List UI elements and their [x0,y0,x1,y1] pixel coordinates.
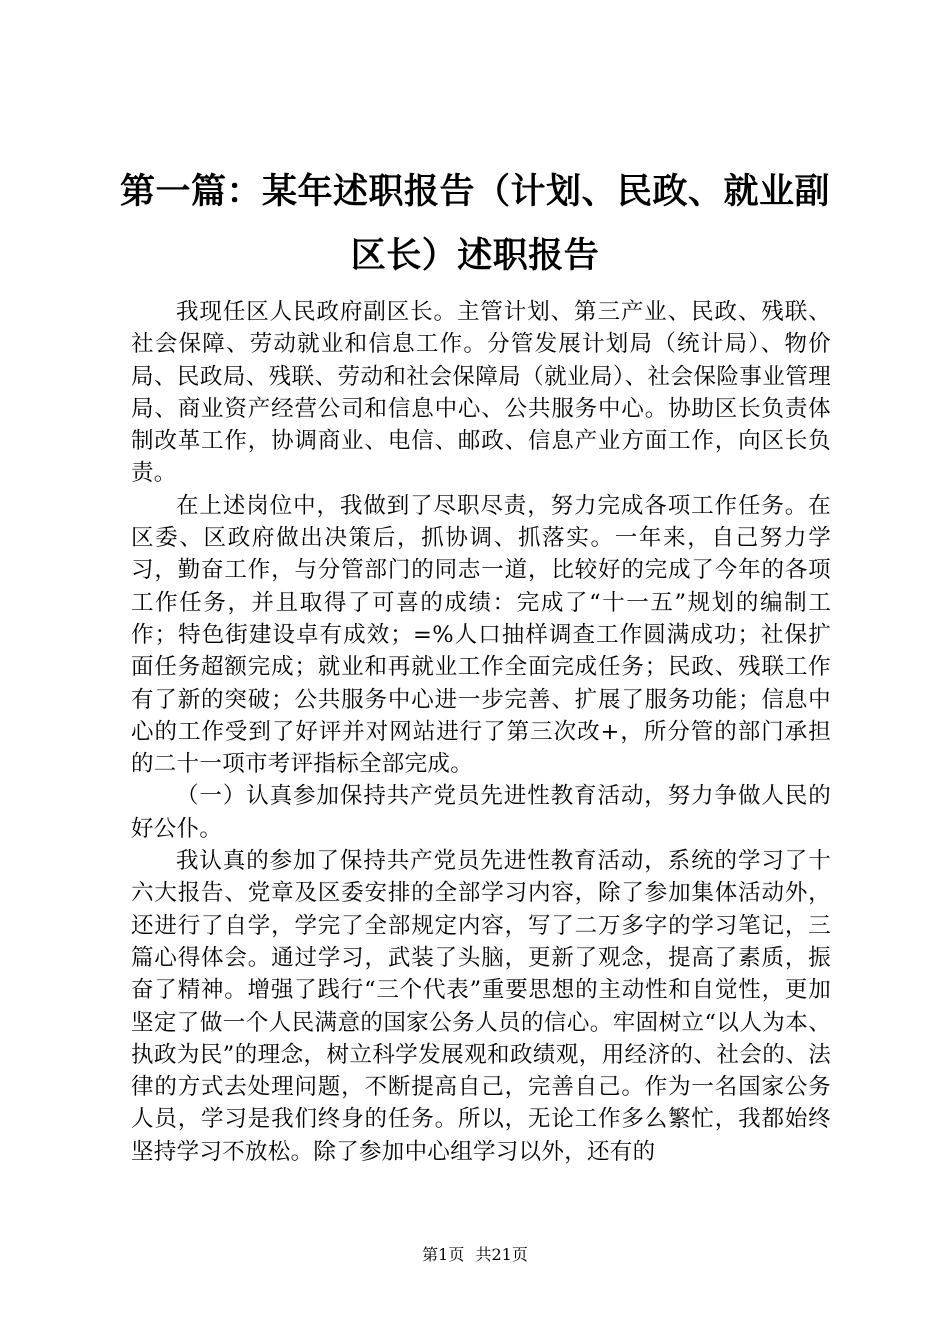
document-body [131,296,831,1168]
page-number: 第1页 [422,1245,465,1264]
paragraph: 我现任区人民政府副区长。主管计划、第三产业、民政、残联、社会保障、劳动就业和信息工作。分管发展计划局（统计局）、物价局、民政局、残联、劳动和社会保障局（就业局）、社会保险事业管理局、商业资产经营公司和信息中心、公共服务中心。协助区长负责体制改革工作，协调商业、电信、邮政、信息产业方面工作，向区长负责。 [131,299,831,487]
page-footer [0,1244,950,1266]
document-title: 第一篇：某年述职报告（计划、民政、就业副区长）述职报告 [119,171,830,276]
page-total: 共21页 [475,1245,528,1264]
paragraph: 在上述岗位中，我做到了尽职尽责，努力完成各项工作任务。在区委、区政府做出决策后，抓协调、抓落实。一年来，自己努力学习，勤奋工作，与分管部门的同志一道，比较好的完成了今年的各项工作任务，并且取得了可喜的成绩：完成了“十一五”规划的编制工作；特色街建设卓有成效；=%人口抽样调查工作圆满成功；社保扩面任务超额完成；就业和再就业工作全面完成任务；民政、残联工作有了新的突破；公共服务中心进一步完善、扩展了服务功能；信息中心的工作受到了好评并对网站进行了第三次改+，所分管的部门承担的二十一项市考评指标全部完成。 [131,492,831,778]
section-heading: （一）认真参加保持共产党员先进性教育活动，努力争做人民的好公仆。 [131,783,831,842]
paragraph: 我认真的参加了保持共产党员先进性教育活动，系统的学习了十六大报告、党章及区委安排的全部学习内容，除了参加集体活动外，还进行了自学，学完了全部规定内容，写了二万多字的学习笔记，三篇心得体会。通过学习，武装了头脑，更新了观念，提高了素质，振奋了精神。增强了践行“三个代表”重要思想的主动性和自觉性，更加坚定了做一个人民满意的国家公务人员的信心。牢固树立“以人为本、执政为民”的理念，树立科学发展观和政绩观，用经济的、社会的、法律的方式去处理问题，不断提高自己，完善自己。作为一名国家公务人员，学习是我们终身的任务。所以，无论工作多么繁忙，我都始终坚持学习不放松。除了参加中心组学习以外，还有的 [131,848,831,1165]
